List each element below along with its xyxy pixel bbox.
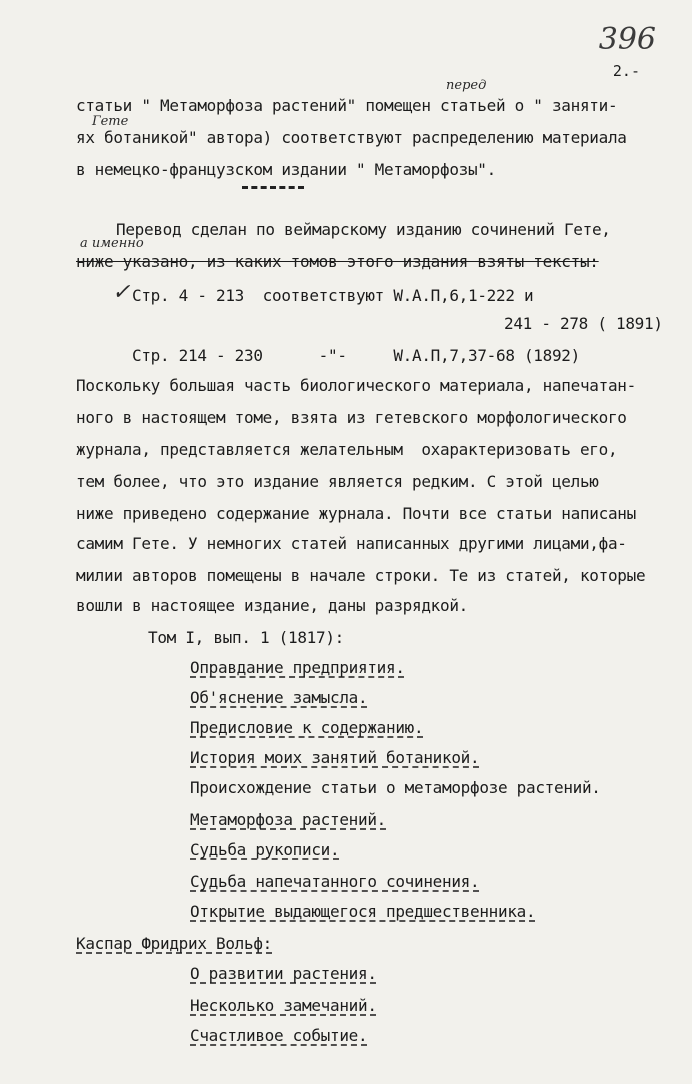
translation-line-struck: ниже указано, из каких томов этого издания взяты тексты: <box>76 252 599 271</box>
check-mark-icon: ✓ <box>112 280 131 305</box>
annotation-pered: перед <box>446 78 487 93</box>
paragraph-line-7: милии авторов помещены в начале строки. Те из статей, которые <box>76 566 646 585</box>
annotation-gete: Гете <box>92 114 129 129</box>
toc-item: Метаморфоза растений. <box>190 810 386 829</box>
toc-item: Оправдание предприятия. <box>190 658 405 677</box>
toc2-item: Счастливое событие. <box>190 1026 368 1045</box>
separator-line <box>242 186 304 189</box>
folio-number: 396 <box>598 22 656 57</box>
toc2-item: О развитии растения. <box>190 964 377 983</box>
reference-1a: Стр. 4 - 213 соответствуют W.A.П,6,1-222 и <box>132 286 534 305</box>
toc2-item: Несколько замечаний. <box>190 996 377 1015</box>
page-number: 2.- <box>612 62 640 80</box>
paragraph-line-4: тем более, что это издание является редким. С этой целью <box>76 472 599 491</box>
reference-2: Стр. 214 - 230 -"- W.A.П,7,37-68 (1892) <box>132 346 580 365</box>
toc-item: Об'яснение замысла. <box>190 688 368 707</box>
toc-item: Открытие выдающегося предшественника. <box>190 902 536 921</box>
paragraph-line-2: ного в настоящем томе, взята из гетевского морфологического <box>76 408 627 427</box>
intro-line-3: в немецко-французском издании " Метаморфозы". <box>76 160 496 179</box>
toc-item: Происхождение статьи о метаморфозе растений. <box>190 778 601 797</box>
toc-item: Судьба рукописи. <box>190 840 340 859</box>
author-heading: Каспар Фридрих Вольф: <box>76 934 272 953</box>
paragraph-line-1: Поскольку большая часть биологического материала, напечатан- <box>76 376 636 395</box>
intro-line-1: статьи " Метаморфоза растений" помещен статьей о " заняти- <box>76 96 618 115</box>
intro-line-2: ях ботаникой" автора) соответствуют распределению материала <box>76 128 627 147</box>
toc-item: История моих занятий ботаникой. <box>190 748 480 767</box>
annotation-a-imenno: а именно <box>80 236 144 251</box>
paragraph-line-6: самим Гете. У немногих статей написанных другими лицами,фа- <box>76 534 627 553</box>
translation-line-1: Перевод сделан по веймарскому изданию сочинений Гете, <box>116 220 611 239</box>
paragraph-line-5: ниже приведено содержание журнала. Почти все статьи написаны <box>76 504 636 523</box>
reference-1b: 241 - 278 ( 1891) <box>504 314 663 333</box>
volume-heading: Том I, вып. 1 (1817): <box>148 628 344 647</box>
toc-item: Предисловие к содержанию. <box>190 718 424 737</box>
paragraph-line-8: вошли в настоящее издание, даны разрядкой. <box>76 596 468 615</box>
paragraph-line-3: журнала, представляется желательным охарактеризовать его, <box>76 440 618 459</box>
toc-item: Судьба напечатанного сочинения. <box>190 872 480 891</box>
